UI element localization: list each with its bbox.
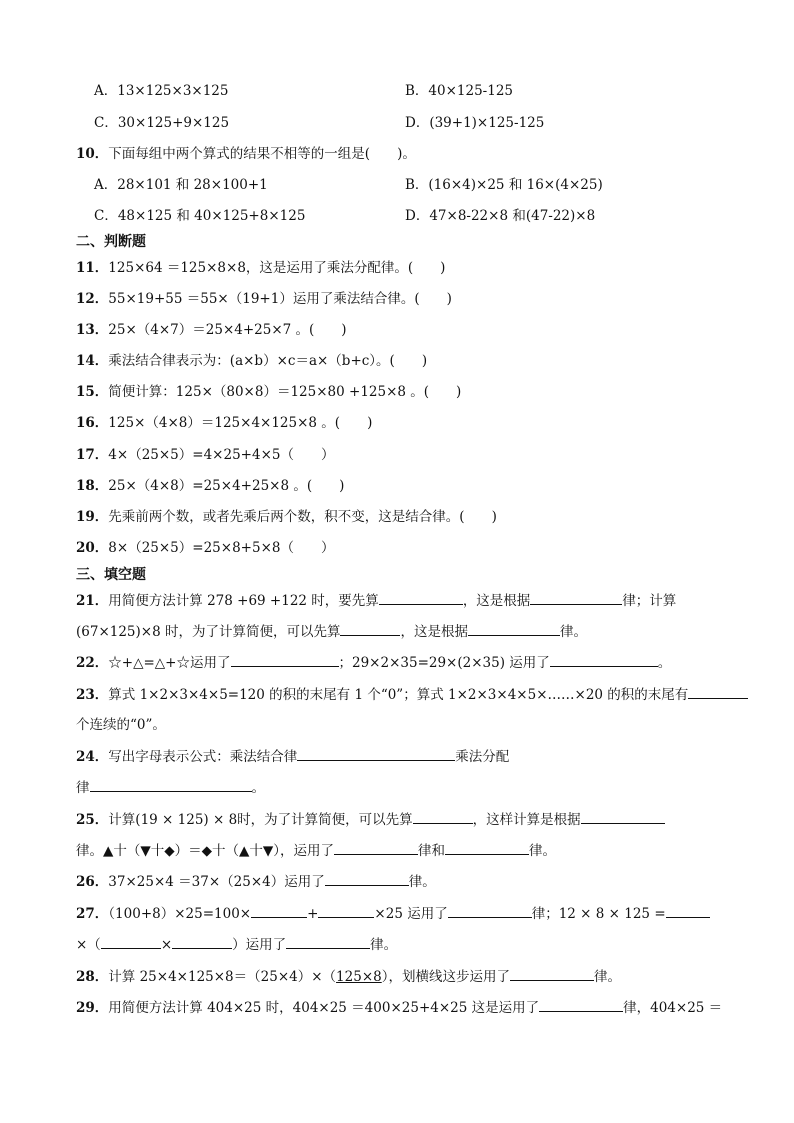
answer-blank[interactable] — [379, 590, 463, 605]
question-27-line-1 — [76, 903, 710, 924]
answer-blank[interactable] — [666, 903, 710, 918]
question-23-line-2 — [76, 715, 166, 735]
question-text: 下面每组中两个算式的结果不相等的一组是( )。 — [108, 146, 416, 162]
answer-blank[interactable] — [413, 809, 473, 824]
question-10 — [76, 144, 416, 164]
question-number: 17． — [76, 447, 109, 463]
question-text: 先乘前两个数，或者先乘后两个数，积不变，这是结合律。( ) — [108, 509, 497, 525]
question-number: 24． — [76, 749, 109, 765]
question-17 — [76, 445, 334, 465]
question-text: + — [307, 906, 319, 922]
question-text: ☆+△=△+☆运用了 — [108, 655, 231, 671]
question-text: 用简便方法计算 404×25 时，404×25 ＝400×25+4×25 这是运用了 — [108, 1000, 540, 1016]
question-text: 计算 25×4×125×8＝（25×4）×（ — [108, 969, 337, 985]
question-number: 13． — [76, 322, 109, 338]
question-text: ×（ — [76, 937, 101, 953]
section-heading-fill-in: 三、填空题 — [76, 567, 146, 583]
answer-blank[interactable] — [581, 809, 665, 824]
question-text: ）运用了 — [232, 937, 287, 953]
question-text: (67×125)×8 时，为了计算简便，可以先算 — [76, 624, 341, 640]
question-22 — [76, 652, 671, 673]
question-text: （100+8）×25=100× — [108, 906, 252, 922]
question-text: 55×19+55 ＝55×（19+1）运用了乘法结合律。( ) — [108, 291, 452, 307]
answer-blank[interactable] — [231, 652, 339, 667]
q10-option-d: D．47×8-22×8 和(47-22)×8 — [405, 208, 596, 224]
question-text: 律。▲十（▼十◆）＝◆十（▲十▼），运用了 — [76, 843, 335, 859]
question-number: 18． — [76, 478, 109, 494]
answer-blank[interactable] — [251, 903, 307, 918]
question-text: 个连续的“0”。 — [76, 717, 166, 733]
question-15 — [76, 382, 461, 402]
question-number: 26． — [76, 874, 109, 890]
question-text: 律。 — [593, 969, 621, 985]
q9-option-b: B．40×125-125 — [405, 83, 514, 99]
question-28 — [76, 966, 621, 987]
question-text: 。 — [251, 780, 265, 796]
question-25-line-1 — [76, 809, 665, 830]
question-text: 用简便方法计算 278 +69 +122 时，要先算 — [108, 593, 379, 609]
question-11 — [76, 258, 445, 278]
question-text: ），划横线这步运用了 — [381, 969, 510, 985]
question-26 — [76, 871, 436, 892]
question-text: 律，404×25 ＝ — [623, 1000, 723, 1016]
question-number: 11． — [76, 260, 109, 276]
underlined-expression: 125×8 — [336, 969, 382, 985]
answer-blank[interactable] — [539, 997, 623, 1012]
question-number: 15． — [76, 384, 109, 400]
question-text: 律。 — [408, 874, 436, 890]
question-29 — [76, 997, 722, 1018]
question-text: 乘法结合律表示为：(a×b）×c＝a×（b+c）。( ) — [108, 353, 428, 369]
question-21-line-1 — [76, 590, 676, 611]
question-14 — [76, 351, 427, 371]
answer-blank[interactable] — [550, 652, 658, 667]
question-12 — [76, 289, 452, 309]
question-text: 律。 — [370, 937, 398, 953]
question-text: 律 — [76, 780, 90, 796]
question-18 — [76, 476, 344, 496]
answer-blank[interactable] — [445, 840, 529, 855]
question-13 — [76, 320, 347, 340]
question-20 — [76, 538, 334, 558]
answer-blank[interactable] — [286, 934, 370, 949]
q10-option-b: B．(16×4)×25 和 16×(4×25) — [405, 177, 603, 193]
answer-blank[interactable] — [318, 903, 374, 918]
q10-option-a: A．28×101 和 28×100+1 — [94, 177, 268, 193]
question-19 — [76, 507, 497, 527]
question-16 — [76, 413, 372, 433]
question-text: 简便计算：125×（80×8）＝125×80 +125×8 。( ) — [108, 384, 462, 400]
question-text: 125×（4×8）＝125×4×125×8 。( ) — [108, 415, 373, 431]
question-text: 。 — [657, 655, 672, 671]
question-text: 125×64 ＝125×8×8，这是运用了乘法分配律。( ) — [108, 260, 446, 276]
q9-option-d: D．(39+1)×125-125 — [405, 115, 545, 131]
question-text: 律；计算 — [622, 593, 677, 609]
question-number: 20． — [76, 540, 109, 556]
section-heading-judgment: 二、判断题 — [76, 234, 146, 250]
question-text: 8×（25×5）=25×8+5×8（ ） — [108, 540, 335, 556]
answer-blank[interactable] — [297, 746, 455, 761]
question-24-line-2 — [76, 777, 265, 798]
question-27-line-2 — [76, 934, 397, 955]
question-number: 23． — [76, 687, 109, 703]
question-text: 写出字母表示公式：乘法结合律 — [108, 749, 298, 765]
question-23-line-1 — [76, 684, 748, 705]
question-number: 27． — [76, 906, 109, 922]
answer-blank[interactable] — [334, 840, 418, 855]
question-text: ；29×2×35=29×(2×35) 运用了 — [338, 655, 550, 671]
question-text: ×25 运用了 — [374, 906, 448, 922]
question-text: 25×（4×8）=25×4+25×8 。( ) — [108, 478, 345, 494]
question-number: 21． — [76, 593, 109, 609]
question-text: 律。 — [559, 624, 587, 640]
question-25-line-2 — [76, 840, 556, 861]
question-text: 37×25×4 ＝37×（25×4）运用了 — [108, 874, 325, 890]
question-number: 28． — [76, 969, 109, 985]
question-number: 16． — [76, 415, 109, 431]
answer-blank[interactable] — [340, 621, 400, 636]
question-number: 14． — [76, 353, 109, 369]
question-number: 19． — [76, 509, 109, 525]
question-text: 计算(19 × 125) × 8时，为了计算简便，可以先算 — [108, 812, 413, 828]
question-24-line-1 — [76, 746, 509, 767]
question-text: × — [160, 937, 173, 953]
answer-blank[interactable] — [468, 621, 560, 636]
answer-blank[interactable] — [688, 684, 748, 699]
answer-blank[interactable] — [448, 903, 532, 918]
question-number: 12． — [76, 291, 109, 307]
question-number: 10． — [76, 146, 109, 162]
question-text: ，这是根据 — [462, 593, 531, 609]
question-text: ，这是根据 — [400, 624, 468, 640]
question-text: 律。 — [529, 843, 557, 859]
q9-option-c: C．30×125+9×125 — [94, 115, 230, 131]
question-text: 算式 1×2×3×4×5=120 的积的末尾有 1 个“0”；算式 1×2×3×4×5×……×20 的积的末尾有 — [108, 687, 689, 703]
answer-blank[interactable] — [510, 966, 594, 981]
question-text: 律和 — [418, 843, 446, 859]
question-text: 乘法分配 — [455, 749, 510, 765]
answer-blank[interactable] — [172, 934, 232, 949]
question-number: 29． — [76, 1000, 109, 1016]
q10-option-c: C．48×125 和 40×125+8×125 — [94, 208, 306, 224]
answer-blank[interactable] — [101, 934, 161, 949]
question-text: ，这样计算是根据 — [472, 812, 581, 828]
question-text: 律；12 × 8 × 125 = — [531, 906, 666, 922]
answer-blank[interactable] — [530, 590, 622, 605]
question-text: 4×（25×5）=4×25+4×5（ ） — [108, 447, 335, 463]
question-21-line-2 — [76, 621, 587, 642]
answer-blank[interactable] — [90, 777, 252, 792]
q9-option-a: A．13×125×3×125 — [94, 83, 229, 99]
question-text: 25×（4×7）＝25×4+25×7 。( ) — [108, 322, 347, 338]
question-number: 25． — [76, 812, 109, 828]
question-number: 22． — [76, 655, 109, 671]
answer-blank[interactable] — [325, 871, 409, 886]
